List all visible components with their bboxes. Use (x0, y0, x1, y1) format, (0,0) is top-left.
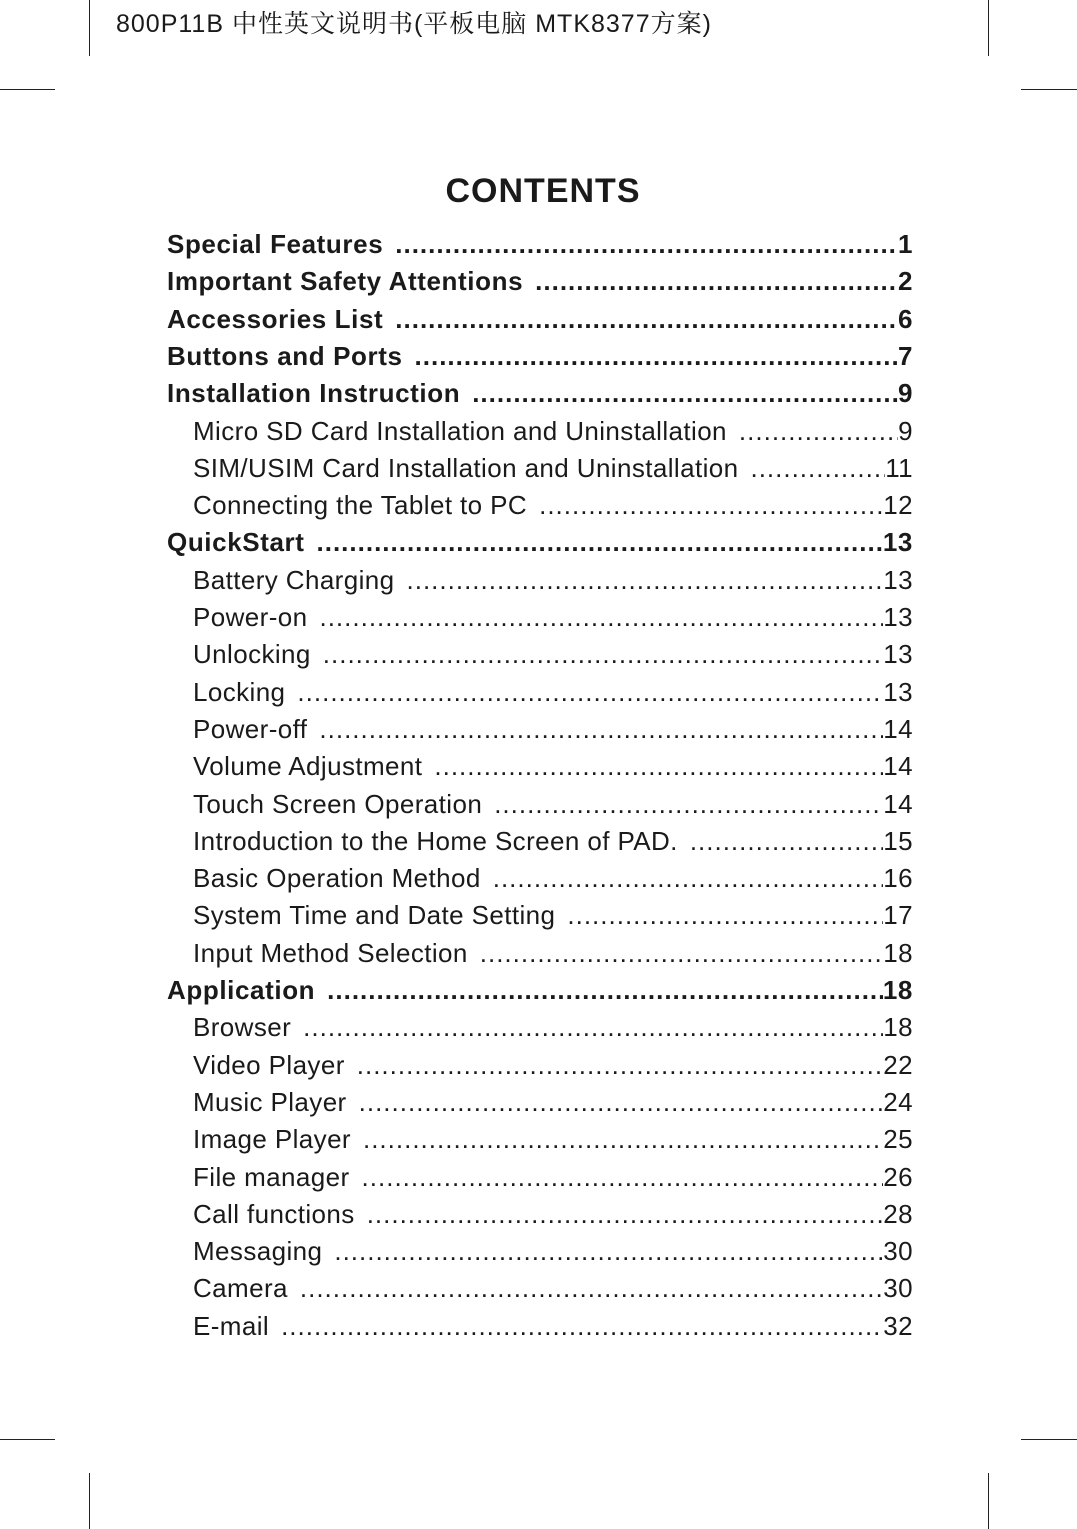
toc-entry-label: Browser (193, 1012, 292, 1043)
toc-subsection-entry[interactable] (193, 599, 913, 635)
toc-dot-leader (567, 897, 883, 933)
toc-page-number: 9 (898, 415, 913, 446)
toc-dot-leader (493, 860, 884, 896)
toc-page-number: 6 (897, 303, 913, 334)
toc-subsection-entry[interactable] (193, 897, 913, 933)
toc-section-entry[interactable] (167, 226, 913, 262)
toc-dot-leader (395, 301, 898, 337)
toc-subsection-entry[interactable] (193, 1196, 913, 1232)
toc-page-number: 30 (883, 1236, 913, 1267)
toc-dot-leader (323, 636, 883, 672)
toc-page-number: 13 (883, 639, 913, 670)
toc-section-entry[interactable] (167, 338, 913, 374)
toc-page-number: 16 (883, 863, 913, 894)
toc-dot-leader (363, 1121, 883, 1157)
toc-section-entry[interactable] (167, 972, 913, 1008)
toc-page-number: 26 (883, 1161, 913, 1192)
toc-subsection-entry[interactable] (193, 450, 913, 486)
toc-entry-label: QuickStart (167, 527, 305, 558)
toc-page-number: 12 (883, 490, 913, 521)
document-header: 800P11B 中性英文说明书(平板电脑 MTK8377方案) (116, 10, 712, 38)
toc-dot-leader (407, 562, 884, 598)
toc-subsection-entry[interactable] (193, 1047, 913, 1083)
toc-subsection-entry[interactable] (193, 413, 913, 449)
toc-entry-label: Power-on (193, 602, 308, 632)
toc-page-number: 11 (885, 452, 913, 483)
crop-mark-bottom-left-vertical (89, 1473, 90, 1529)
toc-page-number: 30 (883, 1273, 913, 1304)
toc-subsection-entry[interactable] (193, 487, 913, 523)
crop-mark-bottom-right-vertical (988, 1473, 989, 1529)
toc-subsection-entry[interactable] (193, 1084, 913, 1120)
toc-subsection-entry[interactable] (193, 674, 913, 710)
toc-section-entry[interactable] (167, 375, 913, 411)
toc-dot-leader (494, 786, 883, 822)
toc-page-number: 18 (883, 1012, 913, 1043)
toc-subsection-entry[interactable] (193, 748, 913, 784)
toc-subsection-entry[interactable] (193, 860, 913, 896)
toc-page-number: 2 (897, 266, 913, 297)
toc-page-number: 13 (883, 602, 913, 632)
toc-page-number: 13 (883, 564, 913, 595)
toc-entry-label: E-mail (193, 1310, 270, 1341)
toc-dot-leader (539, 487, 883, 523)
crop-mark-top-left-vertical (89, 0, 90, 56)
toc-subsection-entry[interactable] (193, 1270, 913, 1306)
crop-mark-top-right-vertical (988, 0, 989, 56)
toc-dot-leader (472, 375, 898, 411)
toc-entry-label: File manager (193, 1161, 350, 1192)
toc-page-number: 15 (883, 825, 913, 856)
toc-entry-label: Installation Instruction (167, 378, 461, 409)
toc-page-number: 14 (883, 713, 913, 744)
toc-entry-label: Music Player (193, 1086, 347, 1117)
toc-dot-leader (415, 338, 898, 374)
crop-mark-bottom-left-horizontal (0, 1439, 55, 1440)
toc-dot-leader (319, 711, 883, 747)
toc-dot-leader (327, 972, 883, 1008)
toc-page-number: 13 (882, 527, 913, 558)
toc-page-number: 18 (883, 937, 913, 968)
toc-page-number: 7 (897, 340, 913, 371)
toc-dot-leader (739, 413, 898, 449)
toc-dot-leader (750, 450, 885, 486)
toc-dot-leader (300, 1270, 883, 1306)
toc-page-number: 18 (882, 975, 913, 1005)
toc-section-entry[interactable] (167, 263, 913, 299)
toc-subsection-entry[interactable] (193, 636, 913, 672)
toc-entry-label: Battery Charging (193, 564, 395, 595)
toc-dot-leader (367, 1196, 884, 1232)
toc-entry-label: Messaging (193, 1236, 323, 1267)
toc-entry-label: Introduction to the Home Screen of PAD. (193, 825, 678, 856)
toc-subsection-entry[interactable] (193, 1009, 913, 1045)
toc-entry-label: Power-off (193, 713, 308, 744)
toc-section-entry[interactable] (167, 524, 913, 560)
toc-page-number: 17 (883, 900, 913, 931)
toc-subsection-entry[interactable] (193, 711, 913, 747)
toc-entry-label: Unlocking (193, 639, 311, 670)
toc-entry-label: Micro SD Card Installation and Uninstallation (193, 415, 727, 446)
toc-entry-label: Image Player (193, 1124, 351, 1155)
toc-dot-leader (297, 674, 883, 710)
toc-subsection-entry[interactable] (193, 823, 913, 859)
toc-subsection-entry[interactable] (193, 1233, 913, 1269)
toc-page-number: 24 (883, 1086, 913, 1117)
toc-entry-label: Special Features (167, 229, 384, 259)
toc-dot-leader (395, 226, 898, 262)
toc-dot-leader (535, 263, 898, 299)
crop-mark-top-right-horizontal (1021, 89, 1077, 90)
toc-subsection-entry[interactable] (193, 562, 913, 598)
toc-dot-leader (434, 748, 883, 784)
toc-entry-label: Basic Operation Method (193, 863, 481, 894)
toc-page-number: 25 (883, 1124, 913, 1155)
toc-page-number: 14 (883, 751, 913, 782)
toc-page-number: 32 (883, 1310, 913, 1341)
toc-dot-leader (334, 1233, 883, 1269)
toc-dot-leader (480, 935, 884, 971)
toc-dot-leader (317, 524, 883, 560)
toc-entry-label: Touch Screen Operation (193, 788, 483, 819)
toc-subsection-entry[interactable] (193, 786, 913, 822)
toc-page-number: 1 (897, 229, 913, 259)
toc-subsection-entry[interactable] (193, 935, 913, 971)
toc-page-number: 9 (897, 378, 913, 409)
toc-page-number: 14 (883, 788, 913, 819)
crop-mark-bottom-right-horizontal (1021, 1439, 1077, 1440)
toc-entry-label: Call functions (193, 1198, 355, 1229)
toc-dot-leader (357, 1047, 884, 1083)
toc-entry-label: Accessories List (167, 303, 384, 334)
toc-dot-leader (319, 599, 883, 635)
toc-dot-leader (359, 1084, 884, 1120)
toc-entry-label: Important Safety Attentions (167, 266, 524, 297)
toc-subsection-entry[interactable] (193, 1121, 913, 1157)
page-title: CONTENTS (445, 172, 641, 210)
toc-page-number: 28 (883, 1198, 913, 1229)
toc-page-number: 22 (883, 1049, 913, 1080)
toc-entry-label: Volume Adjustment (193, 751, 423, 782)
toc-section-entry[interactable] (167, 301, 913, 337)
toc-entry-label: Video Player (193, 1049, 345, 1080)
toc-entry-label: Input Method Selection (193, 937, 468, 968)
toc-dot-leader (303, 1009, 883, 1045)
toc-entry-label: Application (167, 975, 316, 1005)
toc-subsection-entry[interactable] (193, 1308, 913, 1344)
toc-entry-label: SIM/USIM Card Installation and Uninstallation (193, 452, 739, 483)
toc-entry-label: Buttons and Ports (167, 340, 403, 371)
toc-entry-label: Connecting the Tablet to PC (193, 490, 528, 521)
toc-dot-leader (281, 1308, 883, 1344)
toc-dot-leader (690, 823, 883, 859)
toc-dot-leader (362, 1159, 884, 1195)
toc-page-number: 13 (883, 676, 913, 707)
crop-mark-top-left-horizontal (0, 89, 55, 90)
toc-subsection-entry[interactable] (193, 1159, 913, 1195)
toc-entry-label: Camera (193, 1273, 288, 1304)
toc-entry-label: Locking (193, 676, 286, 707)
toc-entry-label: System Time and Date Setting (193, 900, 556, 931)
